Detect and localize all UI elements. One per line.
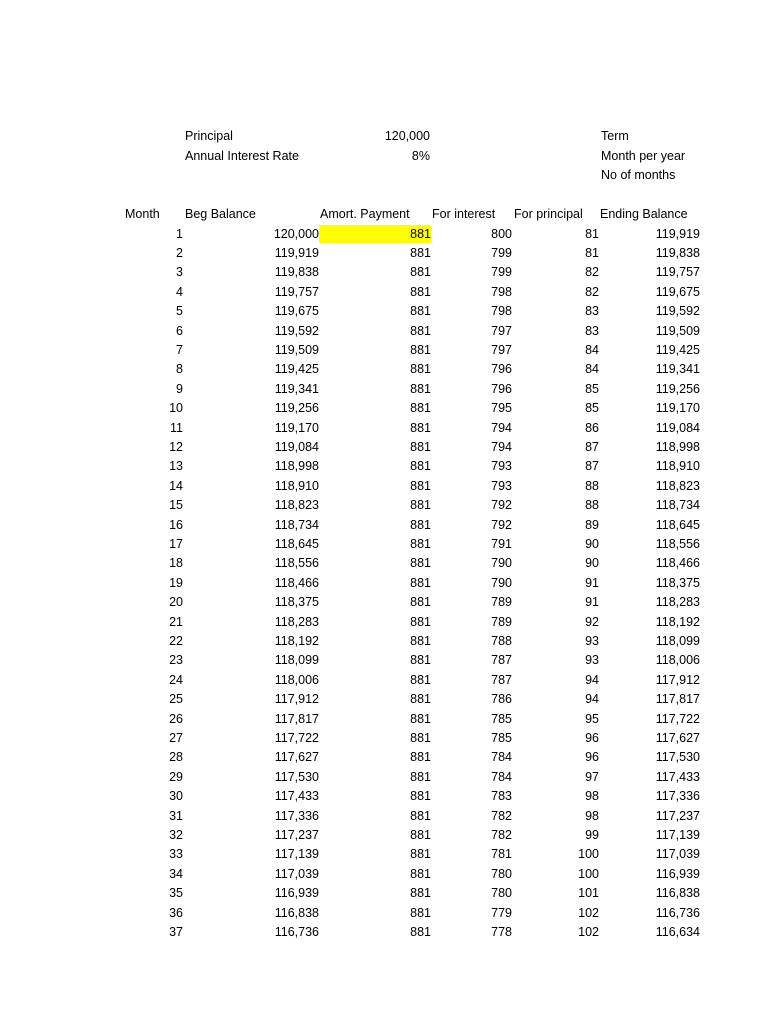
- cell-ending-balance[interactable]: 119,592: [655, 304, 700, 319]
- table-row: [0, 380, 768, 399]
- cell-for-principal[interactable]: 93: [585, 633, 599, 648]
- cell-month[interactable]: 32: [169, 827, 183, 842]
- cell-for-interest[interactable]: 783: [491, 789, 512, 804]
- cell-month[interactable]: 5: [176, 304, 183, 319]
- cell-for-interest[interactable]: 784: [491, 769, 512, 784]
- cell-for-principal[interactable]: 90: [585, 536, 599, 551]
- cell-for-principal[interactable]: 91: [585, 595, 599, 610]
- cell-for-interest[interactable]: 799: [491, 265, 512, 280]
- cell-ending-balance[interactable]: 116,838: [655, 886, 700, 901]
- cell-amort-payment[interactable]: 881: [410, 672, 431, 687]
- table-row: [0, 884, 768, 903]
- months-per-year-label: Month per year: [601, 149, 686, 163]
- cell-for-interest[interactable]: 789: [491, 595, 512, 610]
- cell-month[interactable]: 1: [176, 226, 183, 241]
- cell-ending-balance[interactable]: 119,675: [655, 284, 700, 299]
- table-row: [0, 244, 768, 263]
- cell-beg-balance[interactable]: 119,256: [274, 401, 319, 416]
- cell-for-interest[interactable]: 778: [491, 924, 512, 939]
- table-row: [0, 613, 768, 632]
- cell-for-interest[interactable]: 787: [491, 653, 512, 668]
- cell-amort-payment[interactable]: 881: [410, 595, 431, 610]
- cell-for-principal[interactable]: 82: [585, 284, 599, 299]
- cell-month[interactable]: 27: [169, 730, 183, 745]
- cell-for-interest[interactable]: 780: [491, 866, 512, 881]
- cell-month[interactable]: 24: [169, 672, 183, 687]
- cell-month[interactable]: 19: [169, 575, 183, 590]
- cell-beg-balance[interactable]: 117,530: [274, 769, 319, 784]
- cell-beg-balance[interactable]: 118,910: [274, 478, 319, 493]
- cell-beg-balance[interactable]: 118,823: [274, 498, 319, 513]
- cell-ending-balance[interactable]: 116,939: [655, 866, 700, 881]
- cell-beg-balance[interactable]: 117,433: [274, 789, 319, 804]
- cell-month[interactable]: 7: [176, 342, 183, 357]
- cell-beg-balance[interactable]: 118,192: [274, 633, 319, 648]
- cell-beg-balance[interactable]: 117,722: [274, 730, 319, 745]
- cell-month[interactable]: 14: [169, 478, 183, 493]
- cell-beg-balance[interactable]: 118,466: [274, 575, 319, 590]
- cell-amort-payment[interactable]: 881: [410, 420, 431, 435]
- cell-for-principal[interactable]: 91: [585, 575, 599, 590]
- cell-month[interactable]: 31: [169, 808, 183, 823]
- table-row: [0, 671, 768, 690]
- table-row: [0, 438, 768, 457]
- cell-month[interactable]: 13: [169, 459, 183, 474]
- principal-label: Principal: [185, 129, 233, 143]
- cell-month[interactable]: 25: [169, 692, 183, 707]
- cell-ending-balance[interactable]: 119,838: [655, 245, 700, 260]
- cell-ending-balance[interactable]: 118,192: [655, 614, 700, 629]
- cell-amort-payment[interactable]: 881: [410, 808, 431, 823]
- cell-for-principal[interactable]: 88: [585, 478, 599, 493]
- cell-ending-balance[interactable]: 118,998: [655, 439, 700, 454]
- cell-month[interactable]: 8: [176, 362, 183, 377]
- table-row: [0, 283, 768, 302]
- table-row: [0, 826, 768, 845]
- cell-beg-balance[interactable]: 116,838: [274, 905, 319, 920]
- cell-for-interest[interactable]: 787: [491, 672, 512, 687]
- cell-beg-balance[interactable]: 117,139: [274, 847, 319, 862]
- table-row: [0, 554, 768, 573]
- cell-ending-balance[interactable]: 116,634: [655, 924, 700, 939]
- header-ending-balance: Ending Balance: [600, 207, 688, 221]
- cell-beg-balance[interactable]: 119,425: [274, 362, 319, 377]
- cell-for-principal[interactable]: 98: [585, 808, 599, 823]
- cell-for-interest[interactable]: 797: [491, 323, 512, 338]
- table-row: [0, 477, 768, 496]
- cell-amort-payment[interactable]: 881: [410, 265, 431, 280]
- cell-for-principal[interactable]: 82: [585, 265, 599, 280]
- cell-beg-balance[interactable]: 119,919: [274, 245, 319, 260]
- cell-for-principal[interactable]: 95: [585, 711, 599, 726]
- cell-amort-payment[interactable]: 881: [410, 789, 431, 804]
- cell-month[interactable]: 20: [169, 595, 183, 610]
- cell-ending-balance[interactable]: 118,645: [655, 517, 700, 532]
- cell-amort-payment[interactable]: 881: [410, 556, 431, 571]
- cell-beg-balance[interactable]: 116,736: [274, 924, 319, 939]
- cell-for-principal[interactable]: 84: [585, 342, 599, 357]
- table-row: [0, 710, 768, 729]
- cell-for-interest[interactable]: 797: [491, 342, 512, 357]
- cell-ending-balance[interactable]: 118,556: [655, 536, 700, 551]
- cell-for-principal[interactable]: 87: [585, 459, 599, 474]
- cell-for-principal[interactable]: 96: [585, 750, 599, 765]
- cell-beg-balance[interactable]: 120,000: [273, 226, 319, 241]
- table-row: [0, 632, 768, 651]
- cell-month[interactable]: 33: [169, 847, 183, 862]
- cell-for-interest[interactable]: 792: [491, 517, 512, 532]
- cell-ending-balance[interactable]: 116,736: [655, 905, 700, 920]
- table-row: [0, 845, 768, 864]
- cell-for-principal[interactable]: 100: [578, 847, 599, 862]
- cell-amort-payment[interactable]: 881: [410, 323, 431, 338]
- cell-ending-balance[interactable]: 118,375: [655, 575, 700, 590]
- cell-for-principal[interactable]: 81: [585, 226, 599, 241]
- cell-for-interest[interactable]: 779: [491, 905, 512, 920]
- cell-ending-balance[interactable]: 119,425: [655, 342, 700, 357]
- cell-for-principal[interactable]: 92: [585, 614, 599, 629]
- cell-ending-balance[interactable]: 119,341: [655, 362, 700, 377]
- cell-month[interactable]: 28: [169, 750, 183, 765]
- cell-month[interactable]: 35: [169, 886, 183, 901]
- cell-for-principal[interactable]: 97: [585, 769, 599, 784]
- cell-amort-payment[interactable]: 881: [410, 401, 431, 416]
- cell-for-interest[interactable]: 781: [491, 847, 512, 862]
- cell-ending-balance[interactable]: 118,099: [655, 633, 700, 648]
- cell-amort-payment[interactable]: 881: [410, 226, 431, 241]
- cell-amort-payment[interactable]: 881: [410, 653, 431, 668]
- cell-amort-payment[interactable]: 881: [410, 517, 431, 532]
- cell-for-principal[interactable]: 83: [585, 323, 599, 338]
- cell-amort-payment[interactable]: 881: [410, 633, 431, 648]
- cell-amort-payment[interactable]: 881: [410, 459, 431, 474]
- cell-for-interest[interactable]: 791: [491, 536, 512, 551]
- header-amort-payment: Amort. Payment: [320, 207, 410, 221]
- table-row: [0, 399, 768, 418]
- cell-ending-balance[interactable]: 119,084: [655, 420, 700, 435]
- table-row: [0, 322, 768, 341]
- cell-month[interactable]: 3: [176, 265, 183, 280]
- cell-month[interactable]: 9: [176, 381, 183, 396]
- header-month: Month: [125, 207, 160, 221]
- cell-ending-balance[interactable]: 118,006: [655, 653, 700, 668]
- cell-for-principal[interactable]: 88: [585, 498, 599, 513]
- table-row: [0, 419, 768, 438]
- cell-for-interest[interactable]: 784: [491, 750, 512, 765]
- cell-beg-balance[interactable]: 119,341: [274, 381, 319, 396]
- cell-amort-payment[interactable]: 881: [410, 284, 431, 299]
- cell-ending-balance[interactable]: 117,336: [655, 789, 700, 804]
- cell-ending-balance[interactable]: 117,433: [655, 769, 700, 784]
- cell-for-interest[interactable]: 788: [491, 633, 512, 648]
- table-row: [0, 923, 768, 942]
- cell-beg-balance[interactable]: 117,237: [274, 827, 319, 842]
- cell-for-principal[interactable]: 90: [585, 556, 599, 571]
- cell-month[interactable]: 36: [169, 905, 183, 920]
- header-for-principal: For principal: [514, 207, 583, 221]
- cell-beg-balance[interactable]: 118,099: [274, 653, 319, 668]
- cell-beg-balance[interactable]: 119,509: [274, 342, 319, 357]
- cell-month[interactable]: 17: [169, 536, 183, 551]
- cell-beg-balance[interactable]: 118,283: [274, 614, 319, 629]
- cell-beg-balance[interactable]: 118,645: [274, 536, 319, 551]
- rate-label: Annual Interest Rate: [185, 149, 299, 163]
- cell-ending-balance[interactable]: 118,466: [655, 556, 700, 571]
- cell-for-principal[interactable]: 94: [585, 672, 599, 687]
- cell-beg-balance[interactable]: 118,998: [274, 459, 319, 474]
- cell-amort-payment[interactable]: 881: [410, 304, 431, 319]
- cell-for-interest[interactable]: 789: [491, 614, 512, 629]
- table-row: [0, 360, 768, 379]
- cell-for-principal[interactable]: 96: [585, 730, 599, 745]
- cell-for-interest[interactable]: 799: [491, 245, 512, 260]
- cell-beg-balance[interactable]: 119,592: [274, 323, 319, 338]
- cell-amort-payment[interactable]: 881: [410, 827, 431, 842]
- cell-beg-balance[interactable]: 117,336: [274, 808, 319, 823]
- cell-for-principal[interactable]: 100: [578, 866, 599, 881]
- cell-for-principal[interactable]: 81: [585, 245, 599, 260]
- cell-for-principal[interactable]: 85: [585, 381, 599, 396]
- cell-for-interest[interactable]: 782: [491, 827, 512, 842]
- cell-for-interest[interactable]: 786: [491, 692, 512, 707]
- cell-ending-balance[interactable]: 119,509: [655, 323, 700, 338]
- cell-month[interactable]: 11: [170, 420, 183, 435]
- cell-ending-balance[interactable]: 118,823: [655, 478, 700, 493]
- table-row: [0, 729, 768, 748]
- cell-amort-payment[interactable]: 881: [410, 575, 431, 590]
- cell-for-interest[interactable]: 782: [491, 808, 512, 823]
- cell-ending-balance[interactable]: 119,919: [655, 226, 700, 241]
- cell-for-interest[interactable]: 795: [491, 401, 512, 416]
- cell-amort-payment[interactable]: 881: [410, 924, 431, 939]
- cell-for-interest[interactable]: 792: [491, 498, 512, 513]
- cell-month[interactable]: 23: [169, 653, 183, 668]
- cell-amort-payment[interactable]: 881: [410, 439, 431, 454]
- table-row: [0, 690, 768, 709]
- table-row: [0, 516, 768, 535]
- cell-ending-balance[interactable]: 119,757: [655, 265, 700, 280]
- cell-amort-payment[interactable]: 881: [410, 362, 431, 377]
- cell-month[interactable]: 4: [176, 284, 183, 299]
- cell-amort-payment[interactable]: 881: [410, 769, 431, 784]
- cell-amort-payment[interactable]: 881: [410, 905, 431, 920]
- cell-amort-payment[interactable]: 881: [410, 536, 431, 551]
- table-row: [0, 535, 768, 554]
- table-row: [0, 807, 768, 826]
- cell-month[interactable]: 30: [169, 789, 183, 804]
- cell-month[interactable]: 18: [169, 556, 183, 571]
- header-for-interest: For interest: [432, 207, 496, 221]
- cell-for-interest[interactable]: 793: [491, 478, 512, 493]
- cell-month[interactable]: 21: [169, 614, 183, 629]
- cell-month[interactable]: 34: [169, 866, 183, 881]
- cell-beg-balance[interactable]: 117,817: [274, 711, 319, 726]
- cell-ending-balance[interactable]: 117,237: [655, 808, 700, 823]
- cell-for-interest[interactable]: 793: [491, 459, 512, 474]
- cell-month[interactable]: 12: [169, 439, 183, 454]
- cell-amort-payment[interactable]: 881: [410, 381, 431, 396]
- cell-for-principal[interactable]: 84: [585, 362, 599, 377]
- cell-for-principal[interactable]: 102: [578, 924, 599, 939]
- table-row: [0, 787, 768, 806]
- cell-month[interactable]: 16: [169, 517, 183, 532]
- cell-for-principal[interactable]: 87: [585, 439, 599, 454]
- table-row: [0, 865, 768, 884]
- cell-for-principal[interactable]: 89: [585, 517, 599, 532]
- cell-amort-payment[interactable]: 881: [410, 750, 431, 765]
- cell-beg-balance[interactable]: 119,757: [274, 284, 319, 299]
- cell-for-interest[interactable]: 794: [491, 439, 512, 454]
- cell-for-principal[interactable]: 101: [578, 886, 599, 901]
- cell-for-interest[interactable]: 798: [491, 304, 512, 319]
- table-row: [0, 302, 768, 321]
- cell-month[interactable]: 15: [169, 498, 183, 513]
- cell-ending-balance[interactable]: 117,530: [655, 750, 700, 765]
- cell-beg-balance[interactable]: 117,627: [274, 750, 319, 765]
- cell-for-interest[interactable]: 796: [491, 381, 512, 396]
- cell-beg-balance[interactable]: 119,675: [274, 304, 319, 319]
- cell-ending-balance[interactable]: 117,817: [655, 692, 700, 707]
- cell-for-interest[interactable]: 790: [491, 575, 512, 590]
- cell-month[interactable]: 2: [176, 245, 183, 260]
- table-row: [0, 748, 768, 767]
- table-row: [0, 225, 768, 244]
- table-row: [0, 263, 768, 282]
- cell-for-principal[interactable]: 86: [585, 420, 599, 435]
- cell-beg-balance[interactable]: 116,939: [274, 886, 319, 901]
- cell-for-principal[interactable]: 83: [585, 304, 599, 319]
- cell-beg-balance[interactable]: 117,039: [274, 866, 319, 881]
- cell-amort-payment[interactable]: 881: [410, 711, 431, 726]
- cell-month[interactable]: 26: [169, 711, 183, 726]
- cell-for-principal[interactable]: 93: [585, 653, 599, 668]
- cell-amort-payment[interactable]: 881: [410, 498, 431, 513]
- cell-amort-payment[interactable]: 881: [410, 478, 431, 493]
- cell-for-interest[interactable]: 798: [491, 284, 512, 299]
- cell-amort-payment[interactable]: 881: [410, 847, 431, 862]
- cell-for-interest[interactable]: 785: [491, 711, 512, 726]
- cell-ending-balance[interactable]: 117,627: [655, 730, 700, 745]
- cell-for-interest[interactable]: 794: [491, 420, 512, 435]
- cell-for-principal[interactable]: 102: [578, 905, 599, 920]
- cell-for-principal[interactable]: 85: [585, 401, 599, 416]
- table-row: [0, 904, 768, 923]
- table-row: [0, 574, 768, 593]
- cell-amort-payment[interactable]: 881: [410, 730, 431, 745]
- cell-for-principal[interactable]: 98: [585, 789, 599, 804]
- header-beg-balance: Beg Balance: [185, 207, 256, 221]
- cell-beg-balance[interactable]: 118,375: [274, 595, 319, 610]
- cell-beg-balance[interactable]: 119,084: [274, 439, 319, 454]
- cell-for-interest[interactable]: 785: [491, 730, 512, 745]
- cell-ending-balance[interactable]: 118,734: [655, 498, 700, 513]
- cell-ending-balance[interactable]: 117,039: [655, 847, 700, 862]
- cell-month[interactable]: 22: [169, 633, 183, 648]
- table-row: [0, 593, 768, 612]
- table-row: [0, 496, 768, 515]
- cell-for-interest[interactable]: 800: [491, 226, 512, 241]
- cell-amort-payment[interactable]: 881: [410, 342, 431, 357]
- cell-beg-balance[interactable]: 119,838: [274, 265, 319, 280]
- cell-ending-balance[interactable]: 117,722: [655, 711, 700, 726]
- cell-for-principal[interactable]: 94: [585, 692, 599, 707]
- term-label: Term: [601, 129, 629, 143]
- num-months-label: No of months: [601, 168, 676, 182]
- cell-amort-payment[interactable]: 881: [410, 866, 431, 881]
- cell-amort-payment[interactable]: 881: [410, 692, 431, 707]
- cell-beg-balance[interactable]: 118,006: [274, 672, 319, 687]
- table-row: [0, 768, 768, 787]
- cell-month[interactable]: 29: [169, 769, 183, 784]
- cell-amort-payment[interactable]: 881: [410, 614, 431, 629]
- table-row: [0, 457, 768, 476]
- cell-month[interactable]: 37: [169, 924, 183, 939]
- cell-for-interest[interactable]: 796: [491, 362, 512, 377]
- cell-amort-payment[interactable]: 881: [410, 886, 431, 901]
- cell-beg-balance[interactable]: 117,912: [274, 692, 319, 707]
- cell-beg-balance[interactable]: 118,556: [274, 556, 319, 571]
- cell-beg-balance[interactable]: 118,734: [274, 517, 319, 532]
- rate-value[interactable]: 8%: [411, 149, 430, 163]
- cell-ending-balance[interactable]: 117,139: [655, 827, 700, 842]
- cell-beg-balance[interactable]: 119,170: [274, 420, 319, 435]
- cell-ending-balance[interactable]: 117,912: [655, 672, 700, 687]
- principal-value[interactable]: 120,000: [384, 129, 430, 143]
- cell-ending-balance[interactable]: 118,910: [655, 459, 700, 474]
- table-row: [0, 651, 768, 670]
- cell-for-principal[interactable]: 99: [585, 827, 599, 842]
- cell-ending-balance[interactable]: 118,283: [655, 595, 700, 610]
- cell-month[interactable]: 10: [169, 401, 183, 416]
- cell-amort-payment[interactable]: 881: [410, 245, 431, 260]
- cell-month[interactable]: 6: [176, 323, 183, 338]
- cell-ending-balance[interactable]: 119,170: [655, 401, 700, 416]
- table-row: [0, 341, 768, 360]
- cell-for-interest[interactable]: 790: [491, 556, 512, 571]
- cell-for-interest[interactable]: 780: [491, 886, 512, 901]
- cell-ending-balance[interactable]: 119,256: [655, 381, 700, 396]
